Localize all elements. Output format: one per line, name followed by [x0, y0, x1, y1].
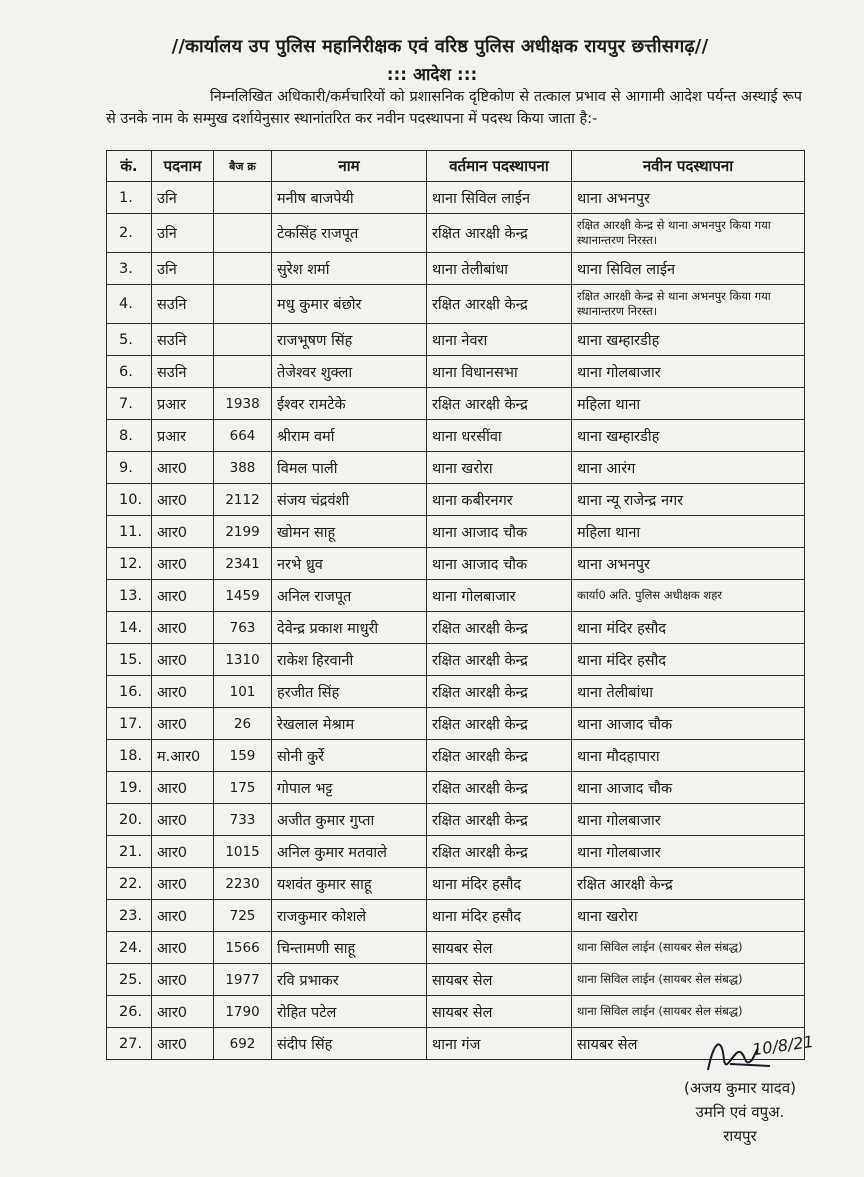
cell-current-posting: थाना नेवरा [427, 324, 572, 356]
cell-name: यशवंत कुमार साहू [272, 868, 427, 900]
cell-current-posting: थाना धरसींवा [427, 420, 572, 452]
table-row [107, 285, 805, 324]
transfer-table [106, 150, 805, 1060]
cell-new-posting: थाना मंदिर हसौद [572, 612, 805, 644]
cell-name: राकेश हिरवानी [272, 644, 427, 676]
cell-name: रवि प्रभाकर [272, 964, 427, 996]
cell-current-posting: थाना कबीरनगर [427, 484, 572, 516]
cell-name: सोनी कुर्रे [272, 740, 427, 772]
cell-sn: 21. [107, 836, 152, 868]
cell-name: अजीत कुमार गुप्ता [272, 804, 427, 836]
cell-rank: आर0 [152, 772, 214, 804]
cell-new-posting: थाना मंदिर हसौद [572, 644, 805, 676]
cell-current-posting: थाना विधानसभा [427, 356, 572, 388]
cell-rank: आर0 [152, 644, 214, 676]
cell-badge [214, 324, 272, 356]
cell-current-posting: रक्षित आरक्षी केन्द्र [427, 708, 572, 740]
cell-rank: आर0 [152, 452, 214, 484]
cell-new-posting: रक्षित आरक्षी केन्द्र से थाना अभनपुर किया गया स्थानान्तरण निरस्त। [572, 285, 805, 324]
table-row [107, 644, 805, 676]
cell-rank: आर0 [152, 804, 214, 836]
cell-name: खोमन साहू [272, 516, 427, 548]
cell-sn: 17. [107, 708, 152, 740]
cell-new-posting: थाना अभनपुर [572, 548, 805, 580]
cell-new-posting: थाना तेलीबांधा [572, 676, 805, 708]
cell-sn: 5. [107, 324, 152, 356]
cell-current-posting: थाना गंज [427, 1028, 572, 1060]
cell-badge: 175 [214, 772, 272, 804]
cell-sn: 2. [107, 214, 152, 253]
table-row [107, 868, 805, 900]
cell-new-posting: थाना सिविल लाईन (सायबर सेल संबद्ध) [572, 932, 805, 964]
cell-sn: 18. [107, 740, 152, 772]
cell-rank: आर0 [152, 548, 214, 580]
cell-new-posting: थाना खम्हारडीह [572, 420, 805, 452]
table-row [107, 676, 805, 708]
cell-name: मनीष बाजपेयी [272, 182, 427, 214]
cell-new-posting: थाना गोलबाजार [572, 804, 805, 836]
cell-current-posting: थाना मंदिर हसौद [427, 900, 572, 932]
cell-new-posting: महिला थाना [572, 388, 805, 420]
cell-current-posting: सायबर सेल [427, 964, 572, 996]
cell-sn: 14. [107, 612, 152, 644]
cell-current-posting: रक्षित आरक्षी केन्द्र [427, 285, 572, 324]
cell-rank: प्रआर [152, 388, 214, 420]
cell-new-posting: थाना खम्हारडीह [572, 324, 805, 356]
cell-name: हरजीत सिंह [272, 676, 427, 708]
cell-rank: आर0 [152, 868, 214, 900]
cell-sn: 25. [107, 964, 152, 996]
cell-sn: 9. [107, 452, 152, 484]
cell-sn: 12. [107, 548, 152, 580]
cell-badge: 692 [214, 1028, 272, 1060]
cell-name: ईश्वर रामटेके [272, 388, 427, 420]
cell-current-posting: थाना गोलबाजार [427, 580, 572, 612]
cell-sn: 15. [107, 644, 152, 676]
col-header-name: नाम [272, 151, 427, 182]
cell-rank: म.आर0 [152, 740, 214, 772]
table-header-row [107, 151, 805, 182]
cell-new-posting: थाना आरंग [572, 452, 805, 484]
cell-new-posting: सायबर सेल [572, 1028, 805, 1060]
cell-current-posting: थाना सिविल लाईन [427, 182, 572, 214]
table-row [107, 580, 805, 612]
table-row [107, 612, 805, 644]
table-row [107, 253, 805, 285]
cell-badge: 2230 [214, 868, 272, 900]
table-row [107, 996, 805, 1028]
table-row [107, 548, 805, 580]
cell-badge: 1015 [214, 836, 272, 868]
cell-name: देवेन्द्र प्रकाश माधुरी [272, 612, 427, 644]
cell-badge [214, 356, 272, 388]
cell-name: संदीप सिंह [272, 1028, 427, 1060]
cell-sn: 3. [107, 253, 152, 285]
cell-new-posting: थाना गोलबाजार [572, 356, 805, 388]
cell-current-posting: रक्षित आरक्षी केन्द्र [427, 836, 572, 868]
cell-badge [214, 214, 272, 253]
cell-rank: आर0 [152, 676, 214, 708]
cell-current-posting: रक्षित आरक्षी केन्द्र [427, 214, 572, 253]
cell-badge: 2199 [214, 516, 272, 548]
table-row [107, 708, 805, 740]
cell-name: चिन्तामणी साहू [272, 932, 427, 964]
table-row [107, 740, 805, 772]
cell-new-posting: थाना न्यू राजेन्द्र नगर [572, 484, 805, 516]
signature-date: 10/8/21 [750, 1031, 815, 1060]
cell-sn: 10. [107, 484, 152, 516]
cell-name: टेकसिंह राजपूत [272, 214, 427, 253]
cell-new-posting: कार्या0 अति. पुलिस अधीक्षक शहर [572, 580, 805, 612]
cell-name: राजभूषण सिंह [272, 324, 427, 356]
cell-name: अनिल राजपूत [272, 580, 427, 612]
cell-new-posting: थाना सिविल लाईन (सायबर सेल संबद्ध) [572, 996, 805, 1028]
cell-badge: 1977 [214, 964, 272, 996]
cell-new-posting: महिला थाना [572, 516, 805, 548]
cell-badge: 1459 [214, 580, 272, 612]
cell-rank: आर0 [152, 612, 214, 644]
cell-badge: 2112 [214, 484, 272, 516]
cell-current-posting: थाना आजाद चौक [427, 516, 572, 548]
col-header-new-posting: नवीन पदस्थापना [572, 151, 805, 182]
cell-new-posting: थाना सिविल लाईन (सायबर सेल संबद्ध) [572, 964, 805, 996]
cell-badge [214, 285, 272, 324]
cell-new-posting: थाना खरोरा [572, 900, 805, 932]
col-header-sn: कं. [107, 151, 152, 182]
signatory-place: रायपुर [723, 1127, 757, 1145]
cell-sn: 26. [107, 996, 152, 1028]
cell-rank: उनि [152, 214, 214, 253]
col-header-current-posting: वर्तमान पदस्थापना [427, 151, 572, 182]
col-header-badge: बैज क्र [214, 151, 272, 182]
table-row [107, 516, 805, 548]
cell-rank: सउनि [152, 356, 214, 388]
cell-name: नरभे ध्रुव [272, 548, 427, 580]
cell-sn: 20. [107, 804, 152, 836]
cell-new-posting: थाना अभनपुर [572, 182, 805, 214]
cell-new-posting: थाना गोलबाजार [572, 836, 805, 868]
table-row [107, 964, 805, 996]
cell-name: गोपाल भट्ट [272, 772, 427, 804]
table-row [107, 772, 805, 804]
cell-sn: 19. [107, 772, 152, 804]
cell-name: तेजेश्वर शुक्ला [272, 356, 427, 388]
cell-badge: 1790 [214, 996, 272, 1028]
cell-current-posting: सायबर सेल [427, 932, 572, 964]
cell-current-posting: रक्षित आरक्षी केन्द्र [427, 644, 572, 676]
cell-new-posting: थाना आजाद चौक [572, 772, 805, 804]
cell-badge [214, 182, 272, 214]
cell-sn: 8. [107, 420, 152, 452]
cell-sn: 22. [107, 868, 152, 900]
cell-name: रेखलाल मेश्राम [272, 708, 427, 740]
cell-sn: 6. [107, 356, 152, 388]
cell-rank: आर0 [152, 932, 214, 964]
cell-current-posting: रक्षित आरक्षी केन्द्र [427, 772, 572, 804]
table-row [107, 804, 805, 836]
cell-badge: 664 [214, 420, 272, 452]
cell-name: रोहित पटेल [272, 996, 427, 1028]
cell-sn: 24. [107, 932, 152, 964]
cell-badge: 388 [214, 452, 272, 484]
table-row [107, 900, 805, 932]
cell-badge: 101 [214, 676, 272, 708]
cell-sn: 1. [107, 182, 152, 214]
cell-sn: 13. [107, 580, 152, 612]
cell-new-posting: थाना आजाद चौक [572, 708, 805, 740]
table-row [107, 452, 805, 484]
cell-rank: उनि [152, 253, 214, 285]
cell-rank: सउनि [152, 324, 214, 356]
cell-name: श्रीराम वर्मा [272, 420, 427, 452]
cell-rank: आर0 [152, 580, 214, 612]
cell-rank: आर0 [152, 836, 214, 868]
cell-rank: आर0 [152, 996, 214, 1028]
cell-rank: आर0 [152, 484, 214, 516]
cell-sn: 7. [107, 388, 152, 420]
cell-badge: 1938 [214, 388, 272, 420]
cell-sn: 4. [107, 285, 152, 324]
cell-sn: 16. [107, 676, 152, 708]
cell-name: सुरेश शर्मा [272, 253, 427, 285]
cell-current-posting: रक्षित आरक्षी केन्द्र [427, 612, 572, 644]
cell-rank: सउनि [152, 285, 214, 324]
cell-badge: 1566 [214, 932, 272, 964]
signatory-name: (अजय कुमार यादव) [684, 1079, 796, 1097]
cell-current-posting: थाना तेलीबांधा [427, 253, 572, 285]
col-header-rank: पदनाम [152, 151, 214, 182]
table-row [107, 484, 805, 516]
cell-name: मधु कुमार बंछोर [272, 285, 427, 324]
cell-rank: आर0 [152, 708, 214, 740]
cell-badge [214, 253, 272, 285]
cell-name: अनिल कुमार मतवाले [272, 836, 427, 868]
cell-sn: 23. [107, 900, 152, 932]
cell-current-posting: सायबर सेल [427, 996, 572, 1028]
cell-rank: उनि [152, 182, 214, 214]
cell-current-posting: रक्षित आरक्षी केन्द्र [427, 740, 572, 772]
table-row [107, 388, 805, 420]
cell-new-posting: रक्षित आरक्षी केन्द्र से थाना अभनपुर किया गया स्थानान्तरण निरस्त। [572, 214, 805, 253]
cell-badge: 26 [214, 708, 272, 740]
cell-rank: प्रआर [152, 420, 214, 452]
signatory-block [650, 1076, 830, 1148]
table-row [107, 214, 805, 253]
cell-badge: 725 [214, 900, 272, 932]
cell-new-posting: थाना मौदहापारा [572, 740, 805, 772]
table-row [107, 356, 805, 388]
table-row [107, 420, 805, 452]
cell-badge: 2341 [214, 548, 272, 580]
table-row [107, 324, 805, 356]
table-row [107, 932, 805, 964]
cell-badge: 733 [214, 804, 272, 836]
cell-badge: 1310 [214, 644, 272, 676]
cell-sn: 27. [107, 1028, 152, 1060]
intro-paragraph: निम्नलिखित अधिकारी/कर्मचारियों को प्रशासनिक दृष्टिकोण से तत्काल प्रभाव से आगामी आदेश पर्यन्त अस्थाई रूप से उनके नाम के सम्मुख दर्शायेनुसार स्थानांतरित कर नवीन पदस्थापना में पदस्थ किया जाता है:- [106, 89, 802, 127]
cell-badge: 763 [214, 612, 272, 644]
table-row [107, 836, 805, 868]
signatory-designation: उमनि एवं वपुअ. [695, 1103, 785, 1121]
cell-rank: आर0 [152, 900, 214, 932]
cell-badge: 159 [214, 740, 272, 772]
table-row [107, 182, 805, 214]
cell-rank: आर0 [152, 964, 214, 996]
cell-current-posting: रक्षित आरक्षी केन्द्र [427, 676, 572, 708]
cell-name: विमल पाली [272, 452, 427, 484]
cell-current-posting: थाना आजाद चौक [427, 548, 572, 580]
cell-current-posting: थाना खरोरा [427, 452, 572, 484]
order-title: ::: आदेश ::: [386, 65, 478, 85]
office-title: //कार्यालय उप पुलिस महानिरीक्षक एवं वरिष्ठ पुलिस अधीक्षक रायपुर छत्तीसगढ़// [171, 36, 709, 57]
cell-name: संजय चंद्रवंशी [272, 484, 427, 516]
cell-current-posting: रक्षित आरक्षी केन्द्र [427, 388, 572, 420]
cell-sn: 11. [107, 516, 152, 548]
cell-current-posting: रक्षित आरक्षी केन्द्र [427, 804, 572, 836]
cell-rank: आर0 [152, 1028, 214, 1060]
cell-current-posting: थाना मंदिर हसौद [427, 868, 572, 900]
cell-name: राजकुमार कोशले [272, 900, 427, 932]
cell-new-posting: रक्षित आरक्षी केन्द्र [572, 868, 805, 900]
cell-new-posting: थाना सिविल लाईन [572, 253, 805, 285]
cell-rank: आर0 [152, 516, 214, 548]
